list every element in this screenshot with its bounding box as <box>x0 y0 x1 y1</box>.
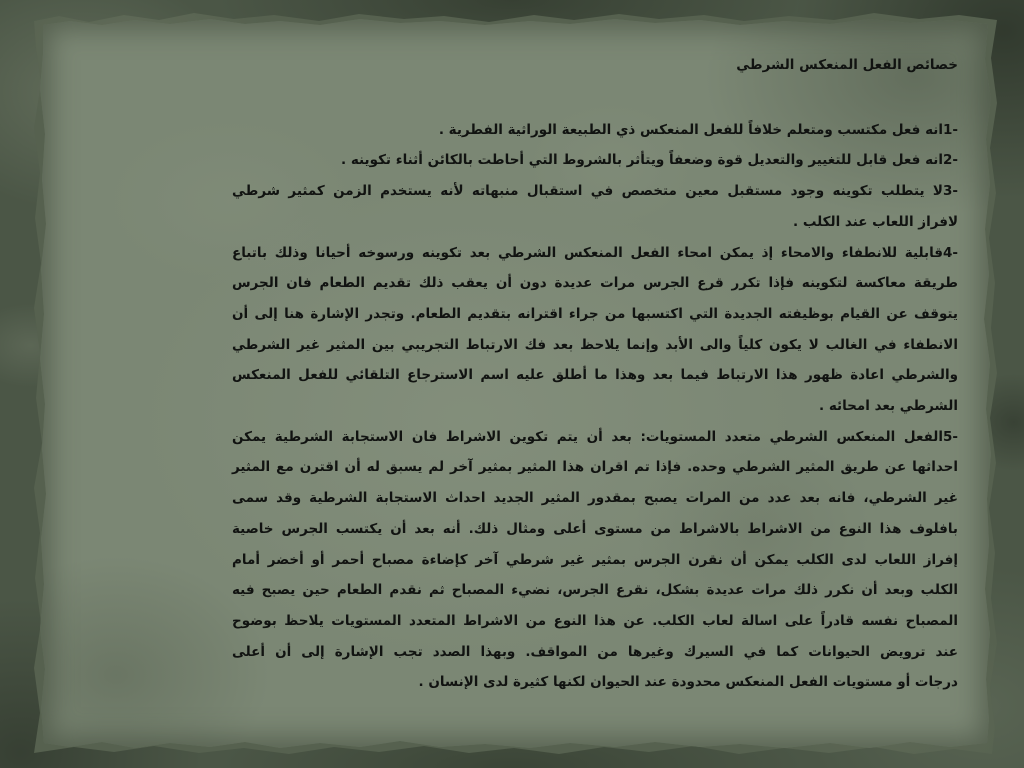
point-4-line-5: والشرطي اعادة ظهور هذا الارتباط فيما بعد وهذا ما أطلق عليه اسم الاسترجاع التلقائي للفعل المنعكس <box>232 367 958 384</box>
point-5-line-4: بافلوف هذا النوع من الاشراط بالاشراط من مستوى أعلى ومثال ذلك. أنه بعد أن يكتسب الجرس خاصية <box>232 520 958 537</box>
point-3-line-2: لافراز اللعاب عند الكلب . <box>793 213 958 230</box>
point-1 <box>232 115 958 146</box>
slide-body <box>232 50 958 698</box>
point-5-line-8: عند ترويض الحيوانات كما في السيرك وغيرها من المواقف. وبهذا الصدد تجب الإشارة إلى أن أعلى <box>232 643 958 660</box>
point-4-line-4: الانطفاء في الغالب لا يكون كلياً والى الأبد وإنما يلاحظ بعد فك الارتباط التجريبي بين المثير غير الشرطي <box>232 336 958 353</box>
point-5-line-2: احداثها عن طريق المثير الشرطي وحده. فإذا تم اقران هذا المثير بمثير آخر لم يسبق له أن اقترن مع المثير <box>232 459 958 476</box>
point-4-line-3: يتوقف عن القيام بوظيفته الجديدة التي اكتسبها من جراء اقترانه بتقديم الطعام. وتجدر الإشارة هنا إلى أن <box>232 305 958 322</box>
point-1-line-1: -1انه فعل مكتسب ومتعلم خلافاً للفعل المنعكس ذي الطبيعة الوراثية الفطرية . <box>438 121 958 138</box>
point-5-line-5: إفراز اللعاب لدى الكلب يمكن أن نقرن الجرس بمثير غير شرطي آخر كإضاءة مصباح أحمر أو أخضر أمام <box>232 551 958 568</box>
point-2-line-1: -2انه فعل قابل للتغيير والتعديل قوة وضعفاً ويتأثر بالشروط التي أحاطت بالكائن أثناء تكوينه . <box>341 152 958 169</box>
point-5-line-1: -5الفعل المنعكس الشرطي متعدد المستويات: بعد أن يتم تكوين الاشراط فان الاستجابة الشرطية يمكن <box>232 428 958 445</box>
point-4-line-6: الشرطي بعد امحائه . <box>819 398 958 415</box>
point-3 <box>232 176 958 237</box>
point-5 <box>232 422 958 698</box>
slide-title: خصائص الفعل المنعكس الشرطي <box>736 57 958 73</box>
point-4-line-2: طريقة معاكسة لتكوينه فإذا تكرر قرع الجرس مرات عديدة دون أن يعقب ذلك تقديم الطعام فان الجرس <box>232 275 958 292</box>
point-5-line-9: درجات أو مستويات الفعل المنعكس محدودة عند الحيوان لكنها كثيرة لدى الإنسان . <box>418 674 958 691</box>
point-2 <box>232 145 958 176</box>
point-3-line-1: -3لا يتطلب تكوينه وجود مستقبل معين متخصص في استقبال منبهاته لأنه يستخدم الزمن كمثير شرطي <box>232 183 958 200</box>
point-5-line-7: المصباح نفسه قادراً على اسالة لعاب الكلب. عن هذا النوع من الاشراط المتعدد المستويات يلاحظ بوضوح <box>232 612 958 629</box>
point-4 <box>232 238 958 422</box>
point-5-line-6: الكلب وبعد أن نكرر ذلك مرات عديدة بشكل، نقرع الجرس، نضيء المصباح ثم نقدم الطعام حين يصبح فيه <box>232 582 958 599</box>
point-5-line-3: غير الشرطي، فانه بعد عدد من المرات يصبح بمقدور المثير الجديد احداث الاستجابة الشرطية وقد سمى <box>232 490 958 507</box>
point-4-line-1: -4قابلية للانطفاء والامحاء إذ يمكن امحاء الفعل المنعكس الشرطي بعد تكوينه ورسوخه أحيانا وذلك باتباع <box>232 244 958 261</box>
